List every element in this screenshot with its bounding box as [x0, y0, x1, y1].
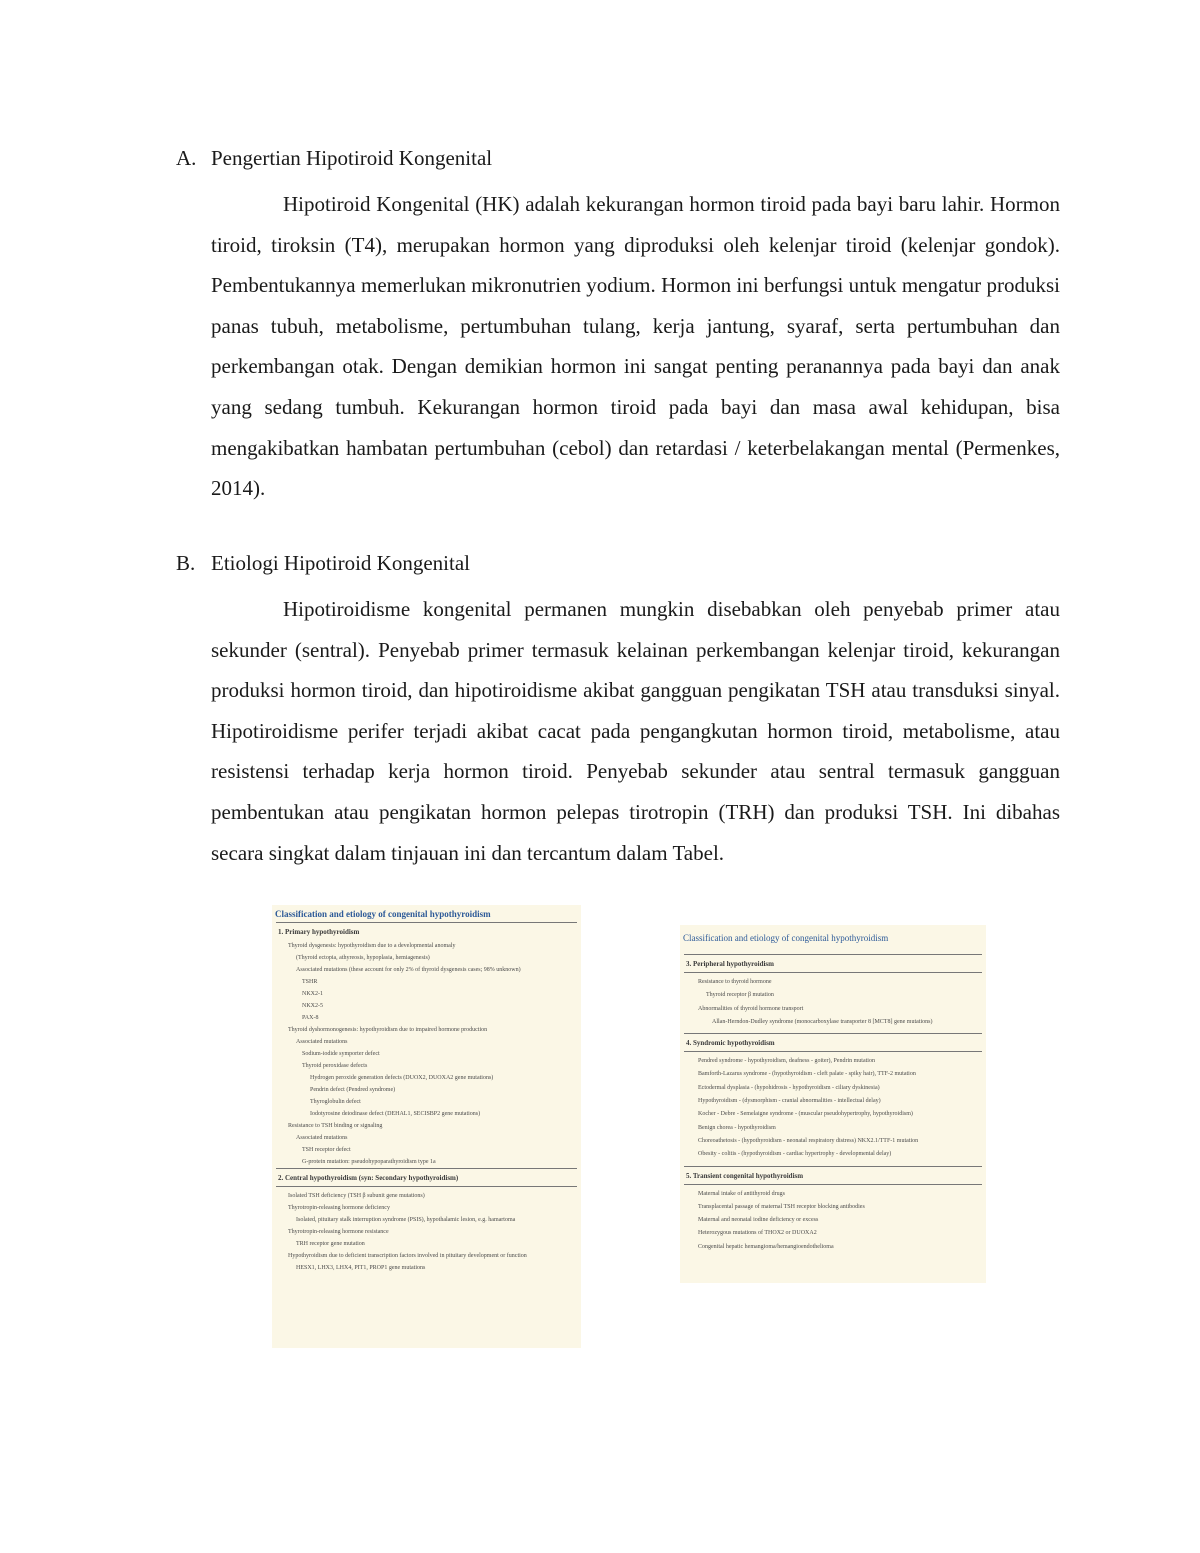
table-row: Iodotyrosine deiodinase defect (DEHAL1, SECISBP2 gene mutations) [310, 1111, 481, 1117]
table-rows [680, 973, 986, 1033]
section-letter: A. [176, 146, 197, 170]
table-row: Heterozygous mutations of THOX2 or DUOXA2 [698, 1230, 817, 1237]
table-row: Thyroid peroxidase defects [302, 1063, 368, 1069]
table-row: Resistance to TSH binding or signaling [288, 1123, 383, 1129]
table-row: Resistance to thyroid hormone [698, 979, 772, 985]
table-row: G-protein mutation: pseudohypoparathyroidism type 1a [302, 1159, 436, 1165]
table-category: 1. Primary hypothyroidism [278, 928, 360, 936]
table-row: Thyroid receptor β mutation [706, 992, 774, 999]
section-title: Etiologi Hipotiroid Kongenital [211, 551, 470, 575]
table-row: TSH receptor defect [302, 1147, 351, 1153]
table-row: Kocher - Debre - Semelaigne syndrome - (muscular pseudohypertrophy, hypothyroidism) [698, 1111, 913, 1118]
table-row: Choreoathetosis - (hypothyroidism - neonatal respiratory distress) NKX2.1/TTF-1 mutation [698, 1137, 919, 1144]
table-row: PAX-8 [302, 1015, 319, 1021]
table-row: Associated mutations [296, 1039, 348, 1045]
table-row: Maternal and neonatal iodine deficiency or excess [698, 1217, 819, 1224]
table-row: Congenital hepatic hemangioma/hemangioendothelioma [698, 1243, 834, 1250]
table-category: 3. Peripheral hypothyroidism [686, 960, 774, 968]
section-paragraph: Hipotiroid Kongenital (HK) adalah kekurangan hormon tiroid pada bayi baru lahir. Hormon tiroid, tiroksin (T4), merupakan hormon yang diproduksi oleh kelenjar tiroid (kelenjar gondok). Pembentukannya memerlukan mikronutrien yodium. Hormon ini berfungsi untuk mengatur produksi panas tubuh, metabolisme, pertumbuhan tulang, kerja jantung, syaraf, serta pertumbuhan dan perkembangan otak. Dengan demikian hormon ini sangat penting peranannya pada bayi dan anak yang sedang tumbuh. Kekurangan hormon tiroid pada bayi dan masa awal kehidupan, bisa mengakibatkan hambatan pertumbuhan (cebol) dan retardasi / keterbelakangan mental (Permenkes, 2014). [211, 192, 1060, 501]
table-row: Hypothyroidism - (dysmorphism - cranial abnormalities - intellectual delay) [698, 1098, 881, 1105]
table-row: NKX2-5 [302, 1003, 323, 1009]
table-rows [272, 1187, 581, 1274]
table-row: Associated mutations (these account for only 2% of thyroid dysgenesis cases; 98% unknown) [296, 967, 521, 973]
table-row: HESX1, LHX3, LHX4, PIT1, PROP1 gene mutations [296, 1265, 426, 1271]
table-rows [272, 940, 581, 1168]
section-b [176, 549, 1060, 873]
table-row: Obesity - colitis - (hypothyroidism - cardiac hypertrophy - developmental delay) [698, 1151, 892, 1158]
table-row: TRH receptor gene mutation [296, 1241, 365, 1247]
table-row: Hypothyroidism due to deficient transcription factors involved in pituitary development or function [288, 1253, 527, 1259]
table-row: Transplacental passage of maternal TSH receptor blocking antibodies [698, 1203, 865, 1210]
table-row: Pendrin defect (Pendred syndrome) [310, 1087, 396, 1093]
table-row: Maternal intake of antithyroid drugs [698, 1190, 785, 1197]
table-row: Hydrogen peroxide generation defects (DUOX2, DUOXA2 gene mutations) [310, 1075, 494, 1081]
table-row: TSHR [302, 979, 318, 985]
table-category: 2. Central hypothyroidism (syn: Secondary hypothyroidism) [278, 1174, 459, 1182]
table-row: Abnormalities of thyroid hormone transport [698, 1005, 804, 1012]
table-row: Isolated TSH deficiency (TSH β subunit gene mutations) [288, 1193, 425, 1199]
table-row: Benign chorea - hypothyroidism [698, 1124, 776, 1131]
section-paragraph: Hipotiroidisme kongenital permanen mungkin disebabkan oleh penyebab primer atau sekunder (sentral). Penyebab primer termasuk kelainan perkembangan kelenjar tiroid, kekurangan produksi hormon tiroid, dan hipotiroidisme akibat gangguan pengikatan TSH atau transduksi sinyal. Hipotiroidisme perifer terjadi akibat cacat pada pengangkutan hormon tiroid, metabolisme, atau resistensi terhadap kerja hormon tiroid. Penyebab sekunder atau sentral termasuk gangguan pembentukan atau pengikatan hormon pelepas tirotropin (TRH) dan produksi TSH. Ini dibahas secara singkat dalam tinjauan ini dan tercantum dalam Tabel. [211, 597, 1060, 865]
table-row: Ectodermal dysplasia - (hypohidrosis - hypothyroidism - ciliary dyskinesia) [698, 1084, 880, 1091]
table-rows [680, 1185, 986, 1254]
section-heading [176, 549, 1060, 577]
table-title: Classification and etiology of congenital hypothyroidism [683, 933, 889, 943]
table-row: Thyrotropin-releasing hormone resistance [288, 1229, 389, 1235]
section-letter: B. [176, 551, 196, 575]
classification-table-image-left [272, 905, 581, 1348]
table-category: 4. Syndromic hypothyroidism [686, 1039, 775, 1048]
table-row: Associated mutations [296, 1135, 348, 1141]
section-a [176, 144, 1060, 509]
table-row: Thyroid dyshormonogenesis: hypothyroidism due to impaired hormone production [288, 1027, 488, 1033]
table-row: Pendred syndrome - hypothyroidism, deafness - goiter), Pendrin mutation [698, 1058, 875, 1065]
table-row: Allan-Herndon-Dudley syndrome (monocarboxylase transporter 8 [MCT8] gene mutations) [712, 1018, 933, 1025]
table-row: NKX2-1 [302, 991, 323, 997]
section-heading [176, 144, 1060, 172]
table-row: Thyroid dysgenesis: hypothyroidism due to a developmental anomaly [288, 943, 456, 949]
table-row: Sodium-iodide symporter defect [302, 1051, 380, 1057]
classification-table-image-right [680, 925, 986, 1283]
table-title: Classification and etiology of congenital hypothyroidism [275, 909, 491, 919]
table-row: Thyrotropin-releasing hormone deficiency [288, 1205, 390, 1211]
table-row: (Thyroid ectopia, athyreosis, hypoplasia, hemiagenesis) [296, 955, 430, 961]
section-title: Pengertian Hipotiroid Kongenital [211, 146, 493, 170]
table-category: 5. Transient congenital hypothyroidism [686, 1171, 804, 1180]
table-row: Bamforth-Lazarus syndrome - (hypothyroidism - cleft palate - spiky hair), TTF-2 mutation [698, 1071, 916, 1078]
table-rows [680, 1052, 986, 1165]
table-row: Isolated, pituitary stalk interruption syndrome (PSIS), hypothalamic lesion, e.g. hamartoma [296, 1217, 516, 1223]
table-row: Thyroglobulin defect [310, 1099, 361, 1105]
